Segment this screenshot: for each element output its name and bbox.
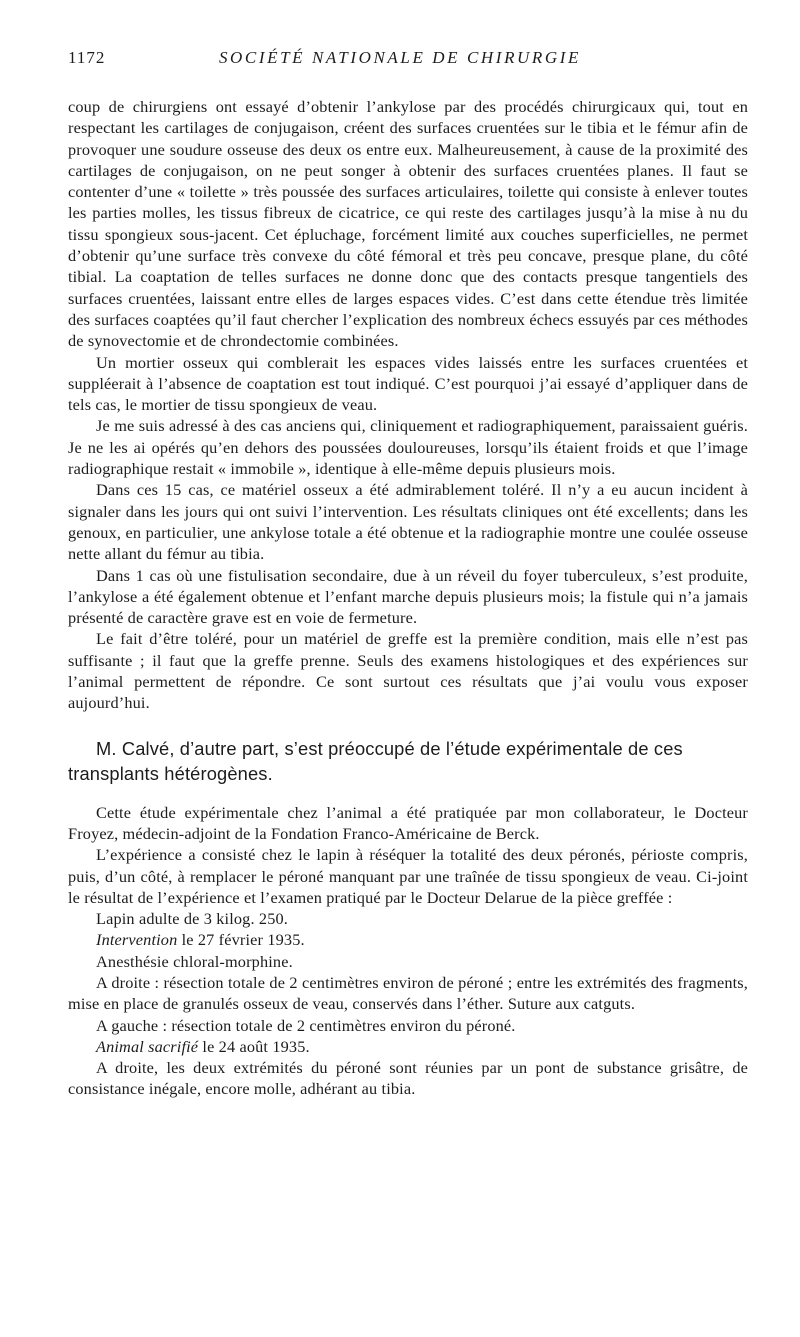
sacrifice-date: le 24 août 1935. xyxy=(198,1036,310,1056)
experiment-anesthesia: Anesthésie chloral-morphine. xyxy=(96,951,293,971)
paragraph: Dans ces 15 cas, ce matériel osseux a été admirablement toléré. Il n’y a eu aucun incident à signaler dans les jours qui ont suivi l’intervention. Les résultats cliniques ont été excellents; dans les genoux, en particulier, une ankylose totale a été obtenue et la radiographie montre une coulée osseuse nette allant du fémur au tibia. xyxy=(68,480,748,564)
intervention-label: Intervention xyxy=(96,930,178,950)
intervention-date: le 27 février 1935. xyxy=(177,930,305,950)
paragraph: L’expérience a consisté chez le lapin à réséquer la totalité des deux péronés, périoste compris, puis, d’un côté, à remplacer le péroné manquant par une traînée de tissu spongieux de veau. Ci-joint le résultat de l’expérience et l’examen pratiqué par le Docteur Delarue de la pièce greffée : xyxy=(68,845,748,907)
paragraph: Dans 1 cas où une fistulisation secondaire, due à un réveil du foyer tuberculeux, s’est produite, l’ankylose a été également obtenue et l’enfant marche depuis plusieurs mois; la fistule qui n’a jamais présenté de caractère grave est en voie de fermeture. xyxy=(68,565,748,628)
experiment-intervention xyxy=(68,929,748,950)
experiment-result: A droite, les deux extrémités du péroné sont réunies par un pont de substance grisâtre, de consistance inégale, encore molle, adhérant au tibia. xyxy=(68,1058,748,1099)
experiment-animal: Lapin adulte de 3 kilog. 250. xyxy=(96,909,288,929)
section-heading: M. Calvé, d’autre part, s’est préoccupé de l’étude expérimentale de ces transplants hétérogènes. xyxy=(68,737,683,784)
paragraph: Un mortier osseux qui comblerait les espaces vides laissés entre les surfaces cruentées et suppléerait à l’absence de coaptation est tout indiqué. C’est pourquoi j’ai essayé d’appliquer dans de tels cas, le mortier de tissu spongieux de veau. xyxy=(68,352,748,415)
page-header xyxy=(68,48,732,74)
experiment-sacrifice xyxy=(68,1036,748,1057)
sacrifice-label: Animal sacrifié xyxy=(96,1036,199,1056)
experiment-right-side: A droite : résection totale de 2 centimètres environ de péroné ; entre les extrémités des fragments, mise en place de granulés osseux de veau, conservés dans l’éther. Suture aux catguts. xyxy=(68,972,748,1014)
paragraph: Cette étude expérimentale chez l’animal a été pratiquée par mon collaborateur, le Docteur Froyez, médecin-adjoint de la Fondation Franco-Américaine de Berck. xyxy=(68,802,748,843)
paragraph: coup de chirurgiens ont essayé d’obtenir l’ankylose par des procédés chirurgicaux qui, tout en respectant les cartilages de conjugaison, créent des surfaces cruentées sur le tibia et le fémur afin de provoquer une soudure osseuse des deux os entre eux. Malheureusement, à cause de la proximité des cartilages de conjugaison, on ne peut songer à obtenir des surfaces cruentées planes. Il faut se contenter d’une « toilette » très poussée des surfaces articulaires, toilette qui consiste à enlever toutes les parties molles, les tissus fibreux de cicatrice, ce qui reste des cartilages jusqu’à la mise à nu du tissu spongieux sous-jacent. Cet épluchage, forcément limité aux couches superficielles, ne permet d’obtenir qu’une surface très convexe du côté fémoral et très peu concave, presque plane, du côté tibial. La coaptation de telles surfaces ne donne donc que des contacts presque tangentiels des surfaces cruentées, laissant entre elles de larges espaces vides. C’est dans cette étendue très limitée des surfaces coaptées qu’il faut chercher l’explication des nombreux échecs essuyés par ces méthodes de synovectomie et de chrondectomie combinées. xyxy=(68,97,748,351)
page-number: 1172 xyxy=(68,48,106,67)
running-title: SOCIÉTÉ NATIONALE DE CHIRURGIE xyxy=(218,48,582,67)
article-body xyxy=(68,96,748,1100)
paragraph: Je me suis adressé à des cas anciens qui, cliniquement et radiographiquement, paraissaient guéris. Je ne les ai opérés qu’en dehors des poussées douloureuses, lorsqu’ils étaient froids et que l’image radiographique restait « immobile », identique à elle-même depuis plusieurs mois. xyxy=(68,416,748,479)
experiment-left-side: A gauche : résection totale de 2 centimètres environ du péroné. xyxy=(96,1015,516,1035)
paragraph: Le fait d’être toléré, pour un matériel de greffe est la première condition, mais elle n’est pas suffisante ; il faut que la greffe prenne. Seuls des examens histologiques et des expériences sur l’animal permettent de répondre. Ce sont surtout ces résultats que j’ai voulu vous exposer aujourd’hui. xyxy=(68,629,748,713)
